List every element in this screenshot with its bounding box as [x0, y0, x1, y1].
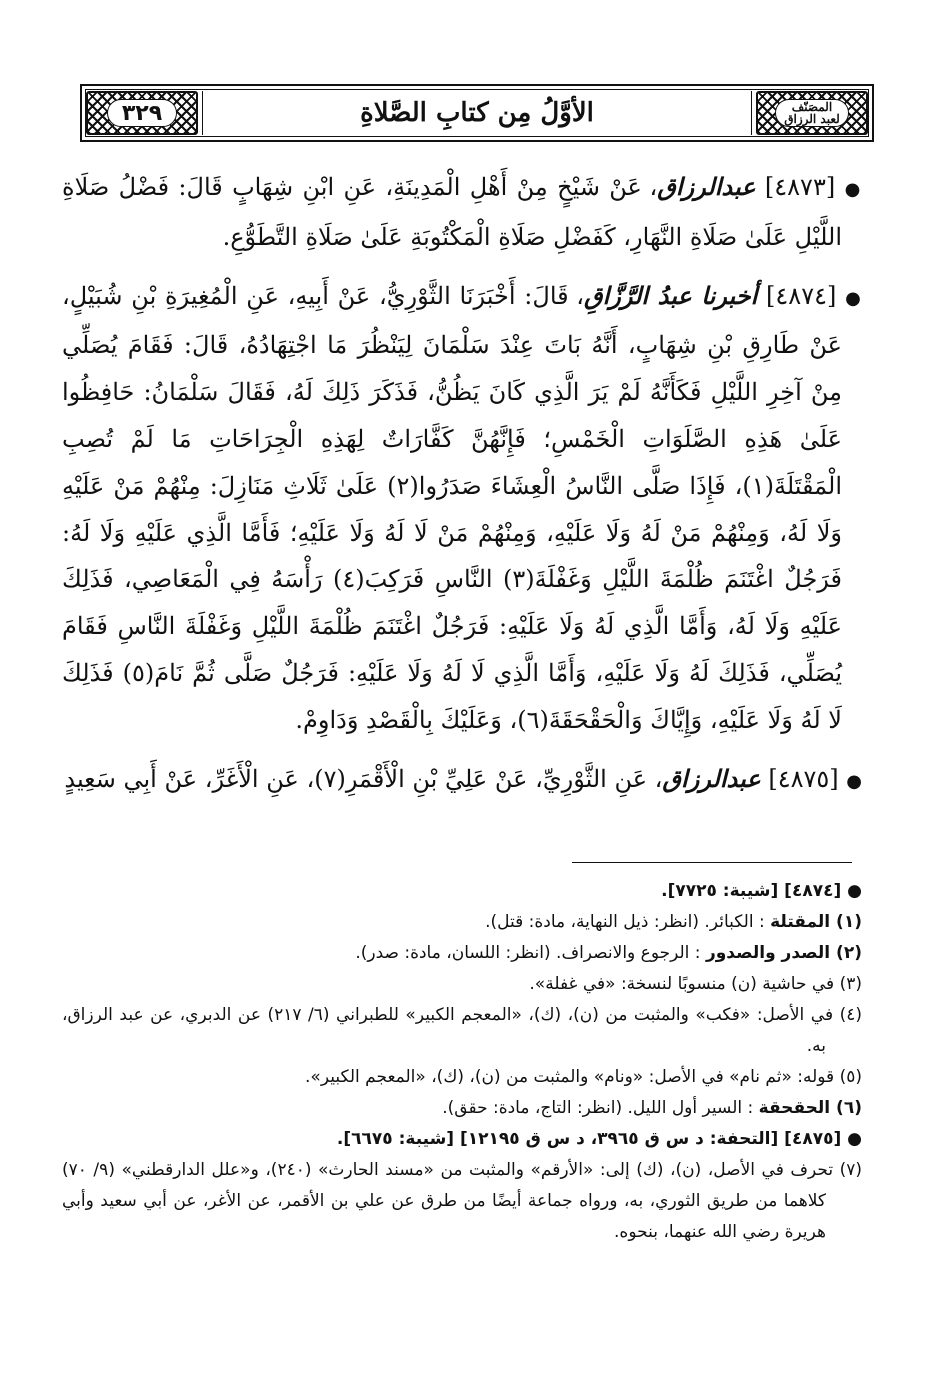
hadith-number: [٤٨٧٥] [768, 764, 839, 793]
footnote-citation: ● [٤٨٧٤] [شيبة: ٧٧٢٥]. [661, 881, 862, 901]
page-number-box [86, 91, 198, 135]
footnote-4: (٤) في الأصل: «فكب» والمثبت من (ن)، (ك)، «المعجم الكبير» للطبراني (٦/ ٢١٧) عن الدبري، عن عبد الرزاق، به. [62, 1005, 862, 1056]
footnote-3: (٣) في حاشية (ن) منسوبًا لنسخة: «في غفلة». [529, 974, 862, 994]
hadith-4873 [62, 164, 862, 261]
footnote-2: (٢) الصدر والصدور : الرجوع والانصراف. (انظر: اللسان، مادة: صدر). [355, 943, 862, 963]
hadith-text: ، عَنْ شَيْخٍ مِنْ أَهْلِ الْمَدِينَةِ، عَنِ ابْنِ شِهَابٍ قَالَ: فَضْلُ صَلَاةِ اللَّيْلِ عَلَىٰ صَلَاةِ النَّهَارِ، كَفَضْلِ صَلَاةِ الْمَكْتُوبَةِ عَلَىٰ صَلَاةِ التَّطَوُّعِ. [62, 173, 842, 251]
hadith-number: [٤٨٧٣] [764, 173, 836, 201]
hadith-4874 [62, 273, 862, 744]
footnote-1: (١) المقتلة : الكبائر. (انظر: ذيل النهاية، مادة: قتل). [485, 912, 862, 932]
running-header [80, 84, 874, 142]
hadith-text: ، قَالَ: أَخْبَرَنَا الثَّوْرِيُّ، عَنْ أَبِيهِ، عَنِ الْمُغِيرَةِ بْنِ شُبَيْلٍ، عَنْ طَارِقِ بْنِ شِهَابٍ، أَنَّهُ بَاتَ عِنْدَ سَلْمَانَ لِيَنْظُرَ مَا اجْتِهَادُهُ، قَالَ: فَقَامَ يُصَلِّي مِنْ آخِرِ اللَّيْلِ فَكَأَنَّهُ لَمْ يَرَ الَّذِي كَانَ يَظُنُّ، فَذَكَرَ ذَلِكَ لَهُ، فَقَالَ سَلْمَانُ: حَافِظُوا عَلَىٰ هَذِهِ الصَّلَوَاتِ الْخَمْسِ؛ فَإِنَّهُنَّ كَفَّارَاتٌ لِهَذِهِ الْجِرَاحَاتِ مَا لَمْ تُصِبِ الْمَقْتَلَةَ(١)، فَإِذَا صَلَّى النَّاسُ الْعِشَاءَ صَدَرُوا(٢) عَلَىٰ ثَلَاثِ مَنَازِلَ: مِنْهُمْ مَنْ عَلَيْهِ وَلَا لَهُ، وَمِنْهُمْ مَنْ لَهُ وَلَا عَلَيْهِ، وَمِنْهُمْ مَنْ لَا لَهُ وَلَا عَلَيْهِ؛ فَأَمَّا الَّذِي عَلَيْهِ وَلَا لَهُ: فَرَجُلٌ اغْتَنَمَ ظُلْمَةَ اللَّيْلِ وَغَفْلَةَ(٣) النَّاسِ فَرَكِبَ(٤) رَأْسَهُ فِي الْمَعَاصِي، فَذَلِكَ عَلَيْهِ وَلَا لَهُ، وَأَمَّا الَّذِي لَهُ وَلَا عَلَيْهِ: فَرَجُلٌ اغْتَنَمَ ظُلْمَةَ اللَّيْلِ وَغَفْلَةَ النَّاسِ فَقَامَ يُصَلِّي، فَذَلِكَ لَهُ وَلَا عَلَيْهِ، وَأَمَّا الَّذِي لَا لَهُ وَلَا عَلَيْهِ: فَرَجُلٌ صَلَّى ثُمَّ نَامَ(٥) فَذَلِكَ لَا لَهُ وَلَا عَلَيْهِ، وَإِيَّاكَ وَالْحَقْحَقَةَ(٦)، وَعَلَيْكَ بِالْقَصْدِ وَدَاوِمْ. [62, 281, 843, 734]
footnote-citation: ● [٤٨٧٥] [التحفة: د س ق ٣٩٦٥، د س ق ١٢١٩٥] [شيبة: ٦٦٧٥]. [336, 1129, 862, 1149]
emblem-line-2: لعبد الرزاق [784, 112, 840, 126]
bullet-icon: ● [845, 287, 862, 309]
footnote-6: (٦) الحقحقة : السير أول الليل. (انظر: التاج، مادة: حقق). [442, 1098, 862, 1118]
hadith-text: ، عَنِ الثَّوْرِيِّ، عَنْ عَلِيِّ بْنِ الْأَقْمَرِ(٧)، عَنِ الْأَغَرِّ، عَنْ أَبِي سَعِيدٍ [64, 764, 663, 793]
footnote-5: (٥) قوله: «ثم نام» في الأصل: «ونام» والمثبت من (ن)، (ك)، «المعجم الكبير». [305, 1067, 862, 1087]
footnote-divider [572, 862, 852, 863]
narrator: عبدالرزاق [657, 172, 756, 201]
book-emblem [756, 91, 868, 135]
main-text [62, 164, 862, 817]
bullet-icon: ● [844, 179, 862, 200]
hadith-number: [٤٨٧٤] [766, 281, 837, 310]
narrator: عبدالرزاق [662, 763, 761, 793]
page-number: ٣٢٩ [121, 100, 163, 126]
footnotes [62, 876, 862, 1248]
narrator: أخبرنا عبدُ الرَّزَّاقِ [583, 280, 758, 310]
bullet-icon: ● [846, 770, 862, 792]
chapter-title: الأوَّلُ مِن كتابِ الصَّلاةِ [202, 91, 752, 135]
hadith-4875 [62, 756, 862, 806]
footnote-7: (٧) تحرف في الأصل، (ن)، (ك) إلى: «الأرقم» والمثبت من «مسند الحارث» (٢٤٠)، و«علل الدارقطني» (٩/ ٧٠) كلاهما من طريق الثوري، به، ورواه جماعة أيضًا من طرق عن علي بن الأقمر، عن الأغر، عن أبي سعيد وأبي هريرة رضي الله عنهما، بنحوه. [62, 1160, 862, 1242]
emblem-line-1: المصَنّف [791, 100, 833, 114]
